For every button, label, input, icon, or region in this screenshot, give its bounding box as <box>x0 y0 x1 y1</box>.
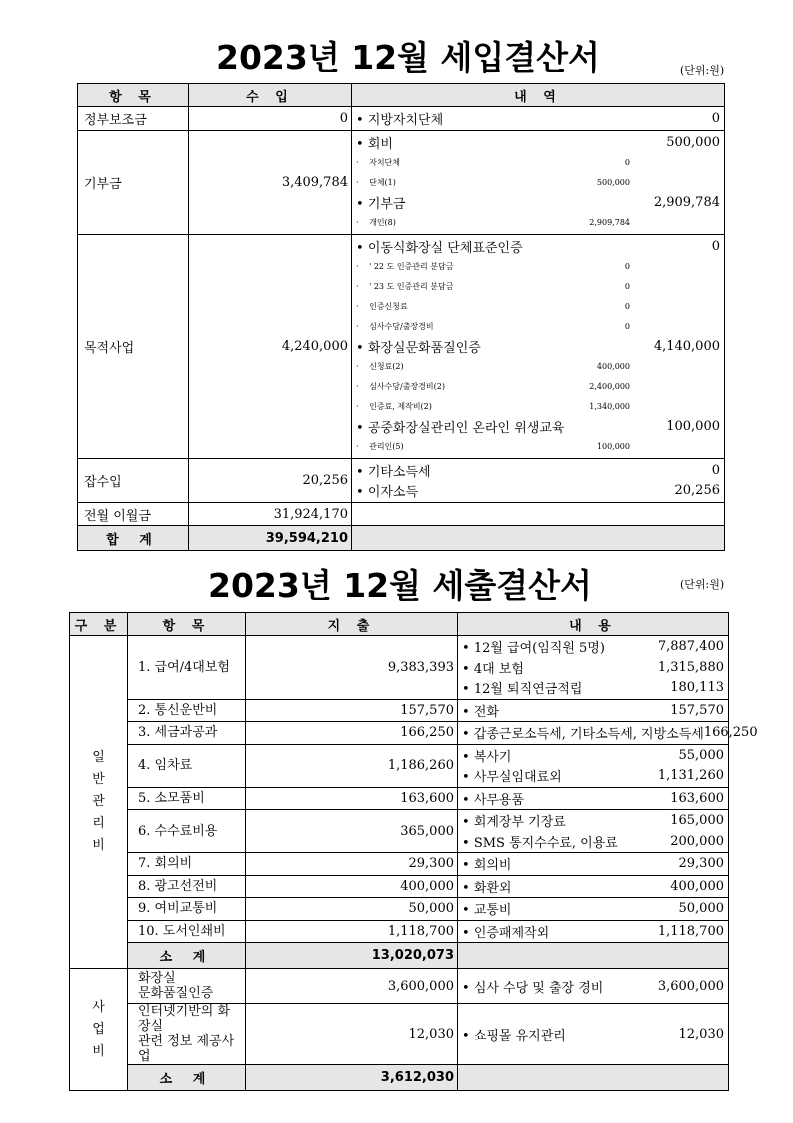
group2-name <box>70 969 128 1091</box>
income-detail-label: ' 23 도 인증관리 분담금 <box>369 282 454 291</box>
income-details <box>352 235 725 459</box>
income-detail-label: 신청료(2) <box>369 362 404 371</box>
income-detail-label: 단체(1) <box>369 178 396 187</box>
income-details <box>352 107 725 131</box>
detail-bullet: • <box>462 682 474 698</box>
expense-details <box>458 969 729 1004</box>
group1-name <box>70 636 128 969</box>
expense-header-1: 항 목 <box>128 613 246 636</box>
expense-detail-value: 165,000 <box>670 813 724 829</box>
income-detail-line <box>356 481 720 501</box>
expense-detail-label: 심사 수당 및 출장 경비 <box>473 980 604 996</box>
expense-item <box>128 875 246 898</box>
income-detail-value: 0 <box>711 463 720 478</box>
income-item: 목적사업 <box>78 235 189 459</box>
expense-detail-value: 1,315,880 <box>657 659 724 675</box>
group1-subtotal-label: 소 계 <box>128 943 246 969</box>
expense-detail-line <box>462 921 724 942</box>
expense-unit: (단위:원) <box>680 578 725 591</box>
income-detail-label: 인증신청료 <box>369 302 408 311</box>
expense-detail-label: 교통비 <box>473 903 512 919</box>
expense-detail-value: 29,300 <box>678 856 724 872</box>
income-amount: 20,256 <box>189 459 352 503</box>
expense-detail-value: 157,570 <box>670 702 724 718</box>
expense-amount: 1,186,260 <box>246 744 458 787</box>
expense-detail-label: 화환외 <box>473 880 512 896</box>
income-detail-label: ' 22 도 인증관리 분담금 <box>369 262 454 271</box>
expense-detail-line <box>462 970 724 1003</box>
detail-bullet: • <box>462 770 474 786</box>
income-detail-value: 4,140,000 <box>653 339 720 354</box>
income-header-0: 항 목 <box>78 84 189 107</box>
income-detail-value: 100,000 <box>596 442 630 451</box>
expense-details <box>458 744 729 787</box>
income-detail-line <box>356 173 720 193</box>
income-total-blank <box>352 526 725 551</box>
income-detail-value: 2,909,784 <box>653 195 720 210</box>
expense-item-label: 인터넷기반의 화장실 관련 정보 제공사업 <box>138 1004 235 1064</box>
expense-detail-line <box>462 1018 724 1051</box>
expense-details <box>458 636 729 700</box>
detail-bullet: • <box>462 1028 474 1044</box>
expense-details <box>458 699 729 722</box>
income-details <box>352 459 725 503</box>
income-detail-label: 지방자치단체 <box>367 113 444 128</box>
expense-detail-value: 166,250 <box>703 725 758 741</box>
income-detail-line <box>356 461 720 481</box>
expense-detail-line <box>462 678 724 699</box>
expense-details <box>458 1004 729 1065</box>
expense-detail-value: 200,000 <box>670 833 724 849</box>
detail-bullet: · <box>356 262 362 271</box>
income-detail-label: 화장실문화품질인증 <box>367 341 481 356</box>
expense-header-0: 구 분 <box>70 613 128 636</box>
expense-amount: 157,570 <box>246 699 458 722</box>
income-amount: 31,924,170 <box>189 503 352 526</box>
expense-amount: 400,000 <box>246 875 458 898</box>
detail-bullet: • <box>356 341 368 356</box>
expense-detail-label: 복사기 <box>473 749 512 765</box>
income-detail-value: 0 <box>624 282 630 291</box>
income-detail-line <box>356 317 720 337</box>
expense-details <box>458 787 729 810</box>
expense-detail-label: 회의비 <box>473 858 512 874</box>
expense-detail-label: 4대 보험 <box>473 661 524 677</box>
income-detail-value: 20,256 <box>674 483 720 498</box>
income-detail-label: 인증료, 제작비(2) <box>369 402 432 411</box>
detail-bullet: • <box>356 137 368 152</box>
expense-item <box>128 969 246 1004</box>
expense-item <box>128 744 246 787</box>
expense-detail-line <box>462 657 724 678</box>
expense-detail-label: 갑종근로소득세, 기타소득세, 지방소득세 <box>473 727 704 743</box>
expense-detail-value: 50,000 <box>678 901 724 917</box>
income-detail-value: 100,000 <box>666 419 720 434</box>
income-header-2: 내 역 <box>352 84 725 107</box>
expense-amount: 3,600,000 <box>246 969 458 1004</box>
income-detail-value: 2,909,784 <box>589 218 630 227</box>
income-detail-value: 0 <box>624 322 630 331</box>
income-detail-label: 심사수당/출장경비 <box>369 322 434 331</box>
income-item: 기부금 <box>78 131 189 235</box>
expense-detail-line <box>462 745 724 766</box>
income-detail-label: 개인(8) <box>369 218 396 227</box>
group2-subtotal-blank <box>458 1065 729 1091</box>
group2-subtotal-label: 소 계 <box>128 1065 246 1091</box>
expense-detail-value: 7,887,400 <box>657 639 724 655</box>
detail-bullet: • <box>462 880 474 896</box>
expense-item <box>128 787 246 810</box>
expense-details <box>458 722 758 745</box>
group1-name-text: 일 반 관 리 비 <box>92 750 105 853</box>
detail-bullet: • <box>462 858 474 874</box>
income-item: 전월 이월금 <box>78 503 189 526</box>
income-detail-line <box>356 397 720 417</box>
income-details <box>352 131 725 235</box>
expense-item <box>128 722 246 745</box>
expense-detail-label: 사무실임대료외 <box>473 770 562 786</box>
income-amount: 0 <box>189 107 352 131</box>
expense-amount: 29,300 <box>246 853 458 876</box>
expense-item-label: 10. 도서인쇄비 <box>138 923 226 939</box>
income-detail-value: 1,340,000 <box>589 402 630 411</box>
expense-item-label: 3. 세금과공과 <box>138 725 218 741</box>
expense-details <box>458 898 729 921</box>
detail-bullet: • <box>462 661 474 677</box>
group2-subtotal-amount: 3,612,030 <box>246 1065 458 1091</box>
income-item: 잡수입 <box>78 459 189 503</box>
expense-item <box>128 920 246 943</box>
income-total-amount: 39,594,210 <box>189 526 352 551</box>
income-table <box>77 83 725 551</box>
expense-detail-label: 인증패제작외 <box>473 925 550 941</box>
expense-detail-line <box>462 876 724 897</box>
expense-detail-line <box>462 854 724 875</box>
expense-detail-line <box>462 788 724 809</box>
expense-detail-line <box>462 766 724 787</box>
income-detail-value: 500,000 <box>596 178 630 187</box>
expense-detail-value: 163,600 <box>670 790 724 806</box>
expense-details <box>458 875 729 898</box>
expense-item-label: 8. 광고선전비 <box>138 878 218 894</box>
income-detail-label: 이동식화장실 단체표준인증 <box>367 241 523 256</box>
expense-item-label: 9. 여비교통비 <box>138 901 218 917</box>
detail-bullet: • <box>356 421 368 436</box>
detail-bullet: • <box>356 113 368 128</box>
income-details <box>352 503 725 526</box>
expense-detail-value: 1,131,260 <box>657 768 724 784</box>
income-detail-value: 0 <box>624 302 630 311</box>
income-detail-value: 0 <box>711 111 720 126</box>
expense-amount: 12,030 <box>246 1004 458 1065</box>
detail-bullet: • <box>356 197 368 212</box>
detail-bullet: • <box>462 980 474 996</box>
expense-item-label: 화장실 문화품질인증 <box>138 971 214 1001</box>
income-detail-label: 기부금 <box>367 197 406 212</box>
expense-amount: 365,000 <box>246 810 458 853</box>
detail-bullet: · <box>356 382 362 391</box>
detail-bullet: • <box>462 727 474 743</box>
expense-header-3: 내 용 <box>458 613 729 636</box>
income-detail-value: 0 <box>624 158 630 167</box>
income-detail-label: 공중화장실관리인 온라인 위생교육 <box>367 421 565 436</box>
income-detail-label: 이자소득 <box>367 485 419 500</box>
income-total-label: 합 계 <box>78 526 189 551</box>
detail-bullet: · <box>356 282 362 291</box>
detail-bullet: · <box>356 302 362 311</box>
income-detail-value: 2,400,000 <box>589 382 630 391</box>
group1-subtotal-blank <box>458 943 729 969</box>
expense-item-label: 1. 급여/4대보험 <box>138 659 230 675</box>
expense-item-label: 6. 수수료비용 <box>138 823 218 839</box>
detail-bullet: • <box>462 835 474 851</box>
income-item: 정부보조금 <box>78 107 189 131</box>
income-detail-label: 관리인(5) <box>369 442 404 451</box>
expense-item-label: 5. 소모품비 <box>138 790 205 806</box>
expense-detail-line <box>462 811 724 832</box>
income-detail-line <box>356 213 720 233</box>
income-amount: 4,240,000 <box>189 235 352 459</box>
income-detail-line <box>356 417 720 437</box>
income-detail-line <box>356 153 720 173</box>
expense-detail-value: 180,113 <box>670 680 724 696</box>
income-detail-line <box>356 437 720 457</box>
expense-item <box>128 810 246 853</box>
detail-bullet: • <box>356 465 368 480</box>
income-detail-line <box>356 297 720 317</box>
income-title: 2023년 12월 세입결산서 <box>216 38 600 77</box>
detail-bullet: • <box>462 815 474 831</box>
income-detail-line <box>356 237 720 257</box>
expense-detail-line <box>462 831 724 852</box>
expense-item <box>128 699 246 722</box>
expense-detail-line <box>462 700 724 721</box>
income-detail-label: 자치단체 <box>369 158 401 167</box>
income-detail-line <box>356 133 720 153</box>
expense-detail-value: 3,600,000 <box>657 978 724 994</box>
detail-bullet: • <box>462 704 474 720</box>
group1-subtotal-amount: 13,020,073 <box>246 943 458 969</box>
detail-bullet: • <box>356 485 368 500</box>
detail-bullet: · <box>356 362 362 371</box>
income-detail-line <box>356 277 720 297</box>
expense-detail-value: 12,030 <box>678 1026 724 1042</box>
detail-bullet: • <box>356 241 368 256</box>
income-detail-value: 400,000 <box>596 362 630 371</box>
expense-details <box>458 920 729 943</box>
expense-detail-line <box>462 723 758 744</box>
expense-amount: 9,383,393 <box>246 636 458 700</box>
income-detail-value: 0 <box>711 239 720 254</box>
income-detail-line <box>356 377 720 397</box>
income-amount: 3,409,784 <box>189 131 352 235</box>
expense-detail-label: SMS 통지수수료, 이용료 <box>473 835 618 851</box>
detail-bullet: · <box>356 178 362 187</box>
expense-detail-line <box>462 637 724 658</box>
detail-bullet: • <box>462 792 474 808</box>
expense-detail-label: 회계장부 기장료 <box>473 815 566 831</box>
expense-item <box>128 1004 246 1065</box>
expense-amount: 166,250 <box>246 722 458 745</box>
expense-item-label: 2. 통신운반비 <box>138 702 218 718</box>
expense-detail-label: 전화 <box>473 704 499 720</box>
income-header-1: 수 입 <box>189 84 352 107</box>
detail-bullet: • <box>462 903 474 919</box>
expense-item <box>128 636 246 700</box>
detail-bullet: • <box>462 749 474 765</box>
expense-title: 2023년 12월 세출결산서 <box>208 566 592 605</box>
expense-detail-label: 12월 급여(임직원 5명) <box>473 641 605 657</box>
expense-item-label: 4. 임차료 <box>138 758 193 773</box>
detail-bullet: · <box>356 158 362 167</box>
income-detail-line <box>356 109 720 129</box>
expense-amount: 1,118,700 <box>246 920 458 943</box>
detail-bullet: · <box>356 322 362 331</box>
income-detail-line <box>356 257 720 277</box>
income-unit: (단위:원) <box>680 64 725 77</box>
expense-detail-label: 쇼핑몰 유지관리 <box>473 1028 566 1044</box>
expense-detail-value: 1,118,700 <box>657 923 724 939</box>
expense-item <box>128 898 246 921</box>
expense-amount: 50,000 <box>246 898 458 921</box>
income-detail-value: 500,000 <box>666 135 720 150</box>
expense-amount: 163,600 <box>246 787 458 810</box>
detail-bullet: • <box>462 641 474 657</box>
detail-bullet: · <box>356 402 362 411</box>
expense-detail-label: 12월 퇴직연금적립 <box>473 682 583 698</box>
detail-bullet: • <box>462 925 474 941</box>
income-detail-label: 기타소득세 <box>367 465 431 480</box>
expense-item-label: 7. 회의비 <box>138 856 193 872</box>
detail-bullet: · <box>356 442 362 451</box>
expense-table <box>69 612 758 1091</box>
income-detail-value: 0 <box>624 262 630 271</box>
income-detail-line <box>356 337 720 357</box>
income-detail-line <box>356 357 720 377</box>
expense-detail-line <box>462 899 724 920</box>
income-detail-label: 회비 <box>367 137 393 152</box>
expense-detail-value: 55,000 <box>678 747 724 763</box>
income-detail-label: 심사수당/출장경비(2) <box>369 382 445 391</box>
detail-bullet: · <box>356 218 362 227</box>
expense-item <box>128 853 246 876</box>
expense-header-2: 지 출 <box>246 613 458 636</box>
expense-detail-label: 사무용품 <box>473 792 525 808</box>
group2-name-text: 사 업 비 <box>92 999 105 1059</box>
expense-details <box>458 810 729 853</box>
expense-details <box>458 853 729 876</box>
expense-detail-value: 400,000 <box>670 878 724 894</box>
income-detail-line <box>356 193 720 213</box>
